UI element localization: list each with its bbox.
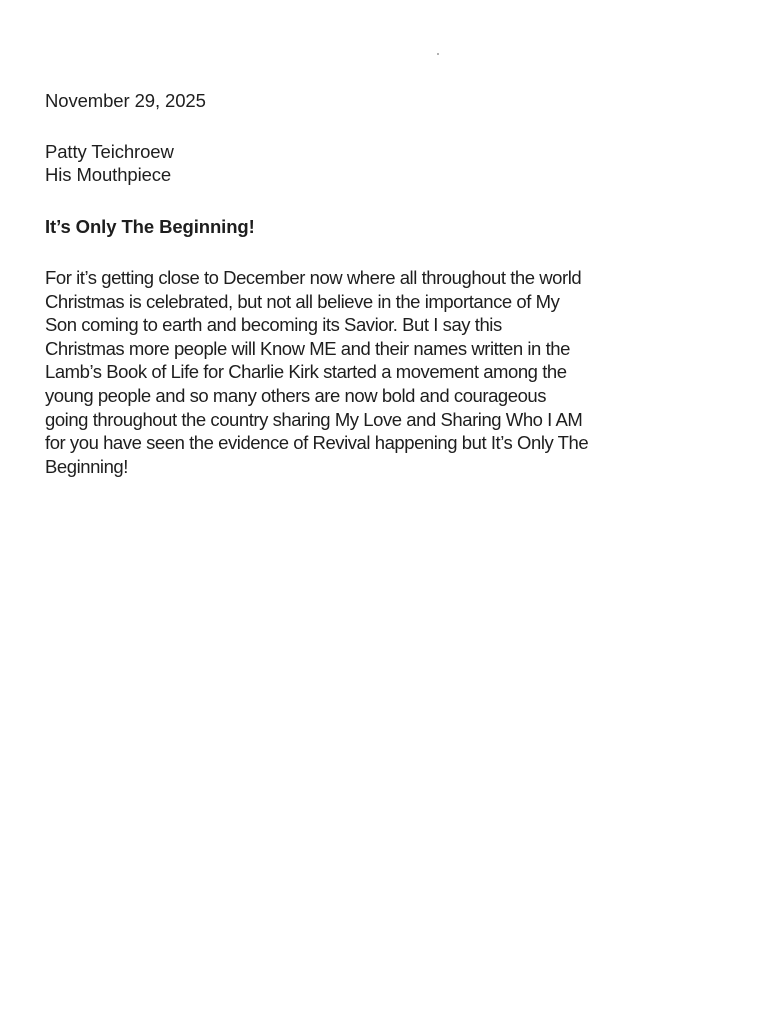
- body-line: for you have seen the evidence of Revival happening but It’s Only The: [45, 432, 589, 454]
- letter-date: November 29, 2025: [45, 90, 206, 111]
- body-line: Christmas is celebrated, but not all believe in the importance of My: [45, 290, 560, 312]
- letter-body: [45, 266, 745, 478]
- body-line: going throughout the country sharing My Love and Sharing Who I AM: [45, 408, 583, 430]
- body-line: Beginning!: [45, 455, 128, 477]
- body-line: Christmas more people will Know ME and their names written in the: [45, 337, 570, 359]
- author-name: Patty Teichroew: [45, 141, 174, 162]
- body-line: young people and so many others are now bold and courageous: [45, 384, 547, 406]
- author-title: His Mouthpiece: [45, 164, 172, 185]
- letter-heading: It’s Only The Beginning!: [45, 216, 255, 237]
- body-line: Son coming to earth and becoming its Savior. But I say this: [45, 314, 502, 336]
- scan-speck: [437, 53, 439, 55]
- body-line: For it’s getting close to December now where all throughout the world: [45, 267, 582, 288]
- body-line: Lamb’s Book of Life for Charlie Kirk started a movement among the: [45, 361, 567, 383]
